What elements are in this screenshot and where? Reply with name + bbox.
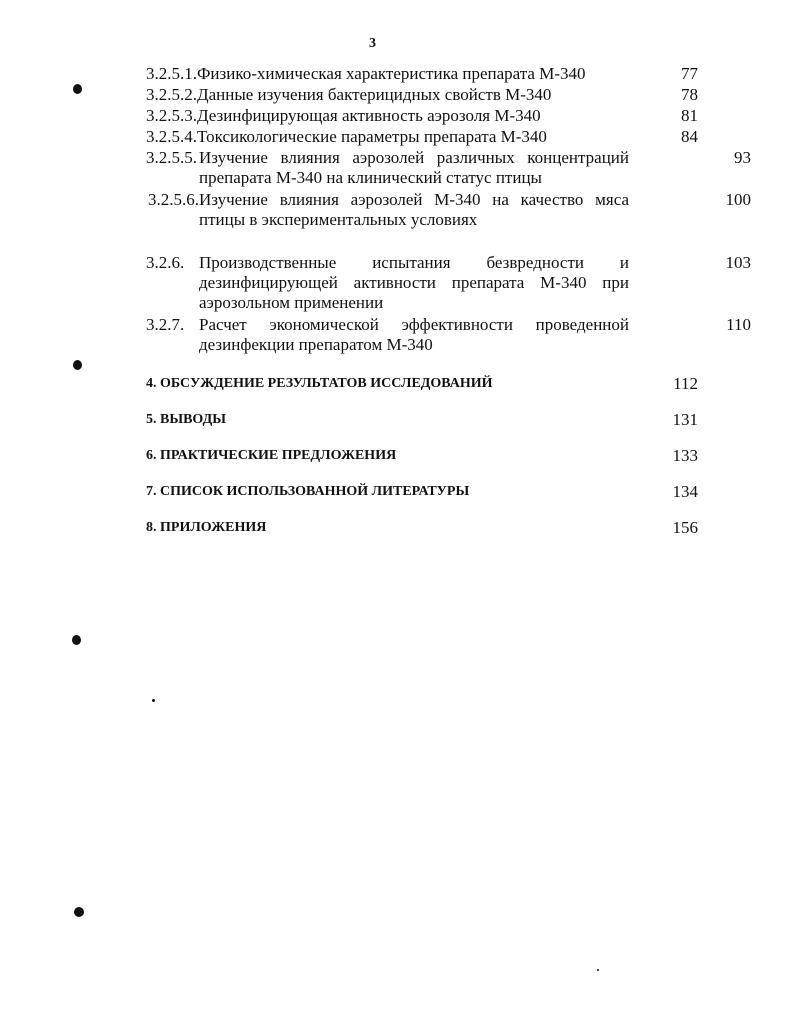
toc-entry-3-2-5-3 (146, 106, 698, 126)
binder-hole-mark (72, 635, 81, 645)
entry-title: Дезинфицирующая активность аэрозоля М-340 (197, 106, 541, 125)
section-title: 8. ПРИЛОЖЕНИЯ (146, 520, 267, 535)
entry-number: 3.2.5.2. (146, 85, 197, 104)
toc-section-5 (146, 412, 698, 428)
section-title: 6. ПРАКТИЧЕСКИЕ ПРЕДЛОЖЕНИЯ (146, 448, 397, 463)
binder-hole-mark (74, 907, 84, 917)
entry-title: Производственные испытания безвредности и дезинфицирующей активности препарата М-340 при аэрозольном применении (199, 253, 629, 312)
binder-hole-mark (73, 84, 82, 94)
entry-number: 3.2.5.1. (146, 64, 197, 83)
section-title: 5. ВЫВОДЫ (146, 412, 226, 427)
entry-title: Изучение влияния аэрозолей различных концентраций препарата М-340 на клинический статус птицы (199, 148, 629, 187)
entry-title: Расчет экономической эффективности проведенной дезинфекции препаратом М-340 (199, 315, 629, 354)
page-number: 3 (369, 36, 376, 51)
entry-title: Изучение влияния аэрозолей М-340 на качество мяса птицы в экспериментальных условиях (199, 190, 629, 229)
toc-entry-3-2-6 (146, 253, 751, 313)
section-page: 134 (672, 482, 698, 501)
entry-title: Токсикологические параметры препарата М-340 (197, 127, 547, 146)
section-page: 131 (672, 410, 698, 429)
section-page: 112 (673, 374, 698, 393)
toc-entry-3-2-5-6 (146, 190, 751, 230)
scan-speck (597, 969, 599, 971)
entry-page: 77 (681, 64, 698, 83)
section-title: 7. СПИСОК ИСПОЛЬЗОВАННОЙ ЛИТЕРАТУРЫ (146, 484, 470, 499)
entry-page: 110 (726, 315, 751, 334)
entry-number: 3.2.5.6. (148, 190, 199, 209)
toc-entry-3-2-7 (146, 315, 751, 355)
toc-section-4 (146, 376, 698, 392)
section-page: 133 (672, 446, 698, 465)
entry-title: Данные изучения бактерицидных свойств М-340 (197, 85, 552, 104)
toc-section-8 (146, 520, 698, 536)
entry-page: 81 (681, 106, 698, 125)
toc-entry-3-2-5-1 (146, 64, 698, 84)
entry-number: 3.2.7. (146, 315, 185, 334)
scan-speck (152, 699, 155, 702)
toc-section-7 (146, 484, 698, 500)
entry-number: 3.2.5.5. (146, 148, 197, 167)
binder-hole-mark (73, 360, 82, 370)
section-page: 156 (672, 518, 698, 537)
toc-entry-3-2-5-5 (146, 148, 751, 188)
entry-number: 3.2.5.4. (146, 127, 197, 146)
entry-title: Физико-химическая характеристика препарата М-340 (197, 64, 586, 83)
section-title: 4. ОБСУЖДЕНИЕ РЕЗУЛЬТАТОВ ИССЛЕДОВАНИЙ (146, 376, 493, 391)
toc-entry-3-2-5-4 (146, 127, 698, 147)
entry-page: 103 (725, 253, 751, 272)
toc-section-6 (146, 448, 698, 464)
entry-page: 93 (734, 148, 751, 167)
entry-page: 100 (725, 190, 751, 209)
entry-number: 3.2.5.3. (146, 106, 197, 125)
entry-page: 84 (681, 127, 698, 146)
toc-entry-3-2-5-2 (146, 85, 698, 105)
entry-page: 78 (681, 85, 698, 104)
entry-number: 3.2.6. (146, 253, 185, 272)
